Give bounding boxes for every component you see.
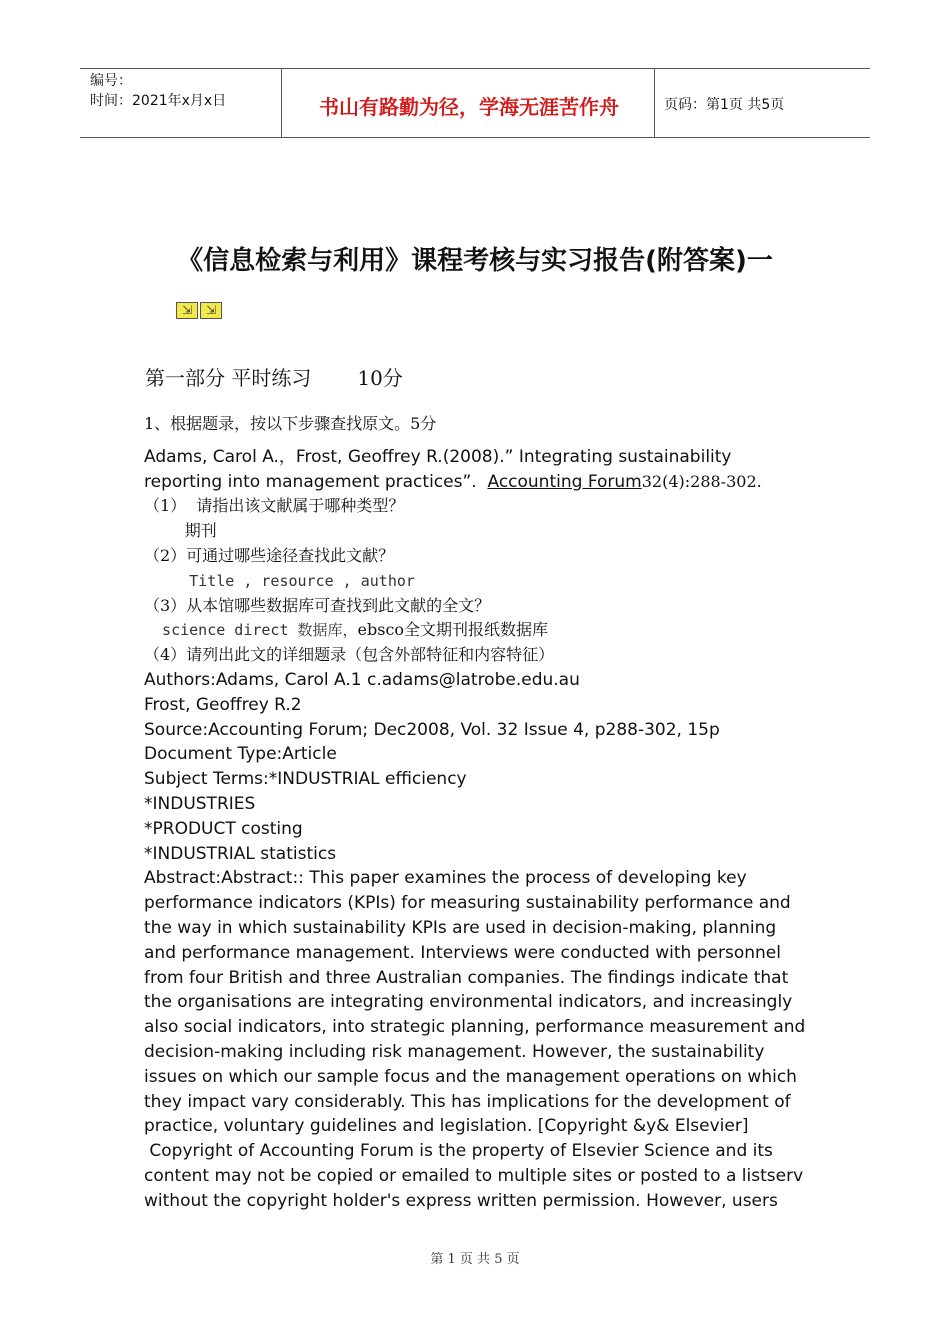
abstract-line: and performance management. Interviews were conducted with personnel: [144, 942, 781, 963]
answer-database-part: science direct 数据库，: [144, 621, 358, 640]
citation-line: [144, 470, 810, 495]
abstract-line: decision-making including risk management. However, the sustainability: [144, 1041, 765, 1062]
record-line: Document Type:Article: [144, 744, 337, 765]
citation-line: Adams, Carol A.，Frost, Geoffrey R.(2008).” Integrating sustainability: [144, 446, 732, 467]
record-line: *PRODUCT costing: [144, 818, 303, 839]
question-1: 1、根据题录，按以下步骤查找原文。5分: [144, 414, 437, 433]
answer-paths: Title , resource , author: [144, 571, 415, 590]
document-link-icon[interactable]: ⇲: [176, 302, 198, 319]
number-label: 编号：: [90, 73, 132, 89]
abstract-line: they impact vary considerably. This has implications for the development of: [144, 1091, 791, 1112]
record-line: *INDUSTRIAL statistics: [144, 843, 337, 864]
journal-link[interactable]: Accounting Forum: [487, 471, 642, 492]
answer-database-part: ebsco全文期刊报纸数据库: [357, 620, 549, 640]
citation-tail: 32(4):288-302.: [641, 471, 762, 491]
section-title: 第一部分 平时练习: [145, 366, 312, 390]
abstract-line: issues on which our sample focus and the management operations on which: [144, 1066, 797, 1087]
answer-type: 期刊: [144, 521, 217, 541]
question-database: （3）从本馆哪些数据库可查找到此文献的全文？: [144, 595, 491, 615]
section-score: 10分: [357, 366, 403, 390]
abstract-line: without the copyright holder's express written permission. However, users: [144, 1190, 778, 1211]
abstract-line: practice, voluntary guidelines and legislation. [Copyright &y& Elsevier]: [144, 1116, 749, 1137]
answer-database: [144, 618, 810, 643]
document-link-icon[interactable]: ⇲: [200, 302, 222, 319]
abstract-line: Copyright of Accounting Forum is the property of Elsevier Science and its: [144, 1141, 773, 1162]
question-paths: （2）可通过哪些途径查找此文献？: [144, 545, 395, 565]
document-body: [144, 412, 810, 1214]
abstract-line: Abstract:Abstract:: This paper examines the process of developing key: [144, 868, 747, 889]
record-line: *INDUSTRIES: [144, 793, 256, 814]
abstract-line: the organisations are integrating environmental indicators, and increasingly: [144, 992, 793, 1013]
record-line: Source:Accounting Forum; Dec2008, Vol. 32 Issue 4, p288-302, 15p: [144, 719, 720, 740]
abstract-line: also social indicators, into strategic planning, performance measurement and: [144, 1017, 806, 1038]
record-block: [144, 668, 810, 866]
section-heading: [145, 362, 403, 391]
record-line: Subject Terms:*INDUSTRIAL efficiency: [144, 769, 467, 790]
abstract-line: the way in which sustainability KPIs are used in decision-making, planning: [144, 917, 777, 938]
document-title: 《信息检索与利用》课程考核与实习报告(附答案)一: [177, 246, 773, 276]
record-line: Authors:Adams, Carol A.1 c.adams@latrobe.edu.au: [144, 669, 580, 690]
page-footer: 第 1 页 共 5 页: [430, 1252, 520, 1267]
abstract-block: [144, 866, 810, 1213]
abstract-line: performance indicators (KPIs) for measuring sustainability performance and: [144, 893, 791, 914]
abstract-line: from four British and three Australian companies. The findings indicate that: [144, 967, 789, 988]
header-meta: [90, 71, 226, 111]
question-type: （1） 请指出该文献属于哪种类型？: [144, 496, 405, 516]
record-line: Frost, Geoffrey R.2: [144, 694, 302, 715]
question-record: （4）请列出此文的详细题录（包含外部特征和内容特征）: [144, 645, 555, 665]
date-label: 时间：2021年x月x日: [90, 93, 227, 109]
abstract-line: content may not be copied or emailed to multiple sites or posted to a listserv: [144, 1165, 804, 1186]
icon-group: [176, 302, 224, 319]
header-page-info: 页码：第1页 共5页: [664, 97, 785, 113]
page-header: [80, 68, 870, 138]
citation-text: reporting into management practices”.: [144, 471, 488, 492]
header-motto: 书山有路勤为径，学海无涯苦作舟: [319, 95, 619, 119]
